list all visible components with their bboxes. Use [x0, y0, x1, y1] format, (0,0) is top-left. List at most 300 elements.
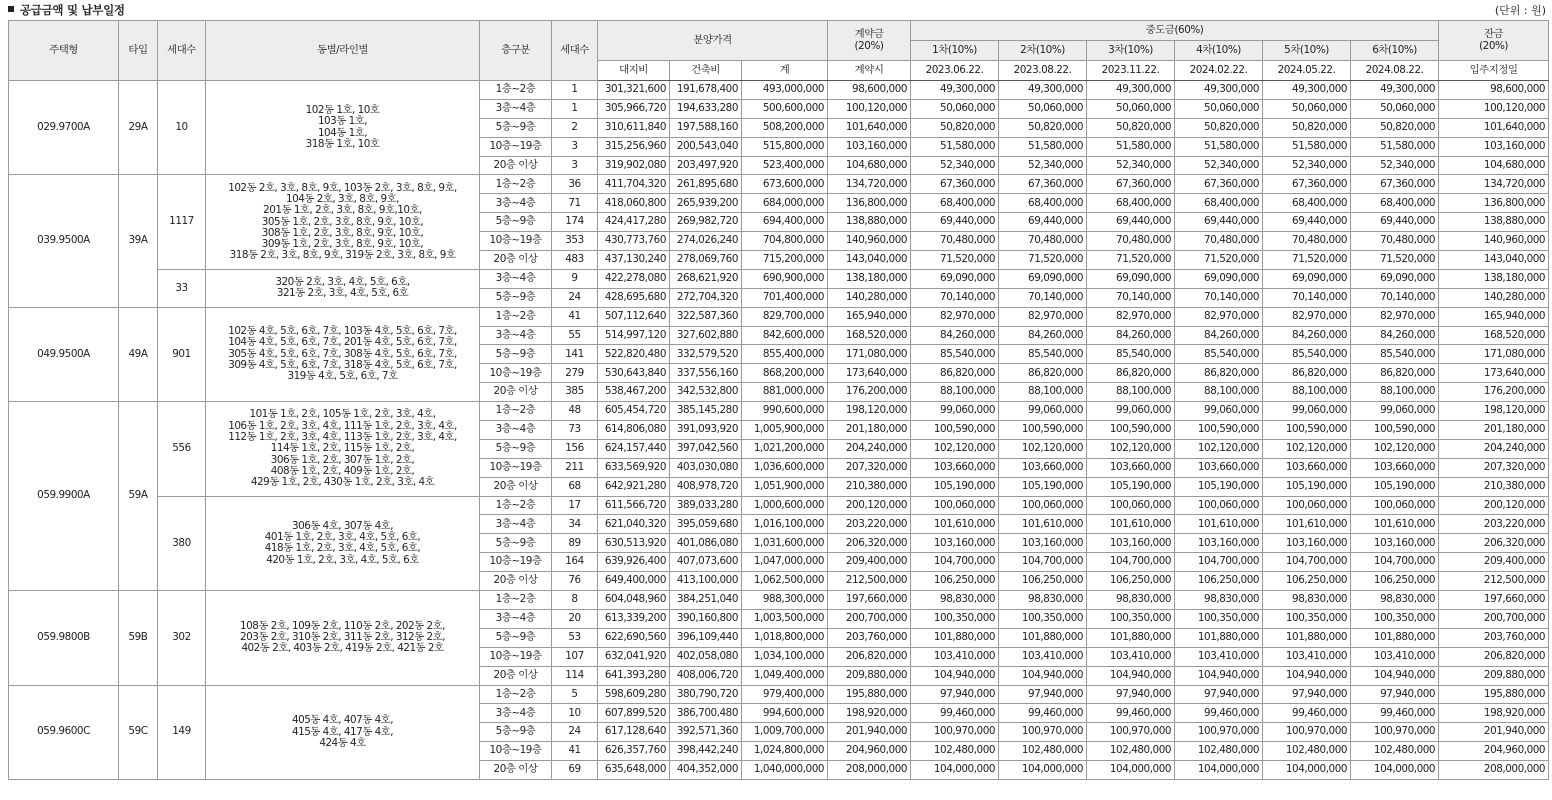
middle-payment-3-cell: 50,820,000	[1087, 118, 1175, 137]
middle-payment-1-cell: 84,260,000	[911, 326, 999, 345]
floor-units-cell: 24	[552, 723, 598, 742]
middle-payment-5-cell: 100,970,000	[1263, 723, 1351, 742]
middle-payment-5-cell: 88,100,000	[1263, 383, 1351, 402]
middle-payment-5-cell: 67,360,000	[1263, 175, 1351, 194]
middle-payment-6-cell: 100,590,000	[1351, 421, 1439, 440]
middle-payment-3-cell: 103,660,000	[1087, 458, 1175, 477]
balance-cell: 198,920,000	[1439, 704, 1549, 723]
building-price-cell: 322,587,360	[670, 307, 742, 326]
units-cell: 302	[158, 591, 206, 685]
total-price-cell: 1,051,900,000	[742, 477, 828, 496]
floor-group-cell: 1층~2층	[480, 685, 552, 704]
floor-group-cell: 1층~2층	[480, 81, 552, 100]
middle-payment-3-cell: 70,140,000	[1087, 288, 1175, 307]
deposit-cell: 201,940,000	[828, 723, 911, 742]
total-price-cell: 694,400,000	[742, 213, 828, 232]
middle-payment-2-cell: 69,440,000	[999, 213, 1087, 232]
floor-group-cell: 5층~9층	[480, 723, 552, 742]
deposit-cell: 212,500,000	[828, 572, 911, 591]
middle-payment-2-cell: 67,360,000	[999, 175, 1087, 194]
floor-units-cell: 3	[552, 156, 598, 175]
building-lines-cell: 102동 2호, 3호, 8호, 9호, 103동 2호, 3호, 8호, 9호, 104동 2호, 3호, 8호, 9호, 201동 1호, 2호, 3호, 8호, 9호,10호, 305동 1호, 2호, 3호, 8호, 9호, 10호, 308동 1호, 2호, 3호, 8호, 9호, 10호, 309동 1호, 2호, 3호, 8호, 9호, 10호, 318동 2호, 3호, 8호, 9호, 319동 2호, 3호, 8호, 9호	[206, 175, 480, 269]
middle-payment-2-cell: 101,610,000	[999, 515, 1087, 534]
middle-payment-1-cell: 103,660,000	[911, 458, 999, 477]
middle-payment-2-cell: 100,350,000	[999, 609, 1087, 628]
floor-group-cell: 3층~4층	[480, 421, 552, 440]
land-price-cell: 411,704,320	[598, 175, 670, 194]
middle-payment-6-cell: 106,250,000	[1351, 572, 1439, 591]
middle-payment-6-cell: 69,090,000	[1351, 269, 1439, 288]
floor-units-cell: 279	[552, 364, 598, 383]
floor-units-cell: 1	[552, 99, 598, 118]
floor-units-cell: 9	[552, 269, 598, 288]
middle-payment-6-cell: 71,520,000	[1351, 251, 1439, 270]
floor-units-cell: 20	[552, 609, 598, 628]
middle-payment-5-cell: 85,540,000	[1263, 345, 1351, 364]
land-price-cell: 630,513,920	[598, 534, 670, 553]
col-balance	[1439, 21, 1549, 61]
middle-payment-1-cell: 69,440,000	[911, 213, 999, 232]
balance-cell: 168,520,000	[1439, 326, 1549, 345]
middle-payment-2-cell: 49,300,000	[999, 81, 1087, 100]
middle-payment-4-cell: 70,480,000	[1175, 232, 1263, 251]
middle-payment-6-cell: 104,700,000	[1351, 553, 1439, 572]
middle-payment-3-cell: 84,260,000	[1087, 326, 1175, 345]
middle-payment-6-cell: 70,140,000	[1351, 288, 1439, 307]
floor-units-cell: 5	[552, 685, 598, 704]
floor-group-cell: 20층 이상	[480, 761, 552, 780]
building-price-cell: 386,700,480	[670, 704, 742, 723]
middle-payment-5-cell: 68,400,000	[1263, 194, 1351, 213]
building-price-cell: 408,006,720	[670, 666, 742, 685]
middle-payment-2-cell: 70,140,000	[999, 288, 1087, 307]
building-price-cell: 398,442,240	[670, 742, 742, 761]
deposit-cell: 198,920,000	[828, 704, 911, 723]
land-price-cell: 315,256,960	[598, 137, 670, 156]
middle-payment-1-cell: 49,300,000	[911, 81, 999, 100]
middle-payment-5-cell: 105,190,000	[1263, 477, 1351, 496]
total-price-cell: 1,031,600,000	[742, 534, 828, 553]
balance-cell: 103,160,000	[1439, 137, 1549, 156]
total-price-cell: 493,000,000	[742, 81, 828, 100]
table-row	[9, 81, 1549, 100]
building-price-cell: 385,145,280	[670, 402, 742, 421]
middle-payment-6-cell: 69,440,000	[1351, 213, 1439, 232]
middle-payment-1-cell: 99,460,000	[911, 704, 999, 723]
land-price-cell: 319,902,080	[598, 156, 670, 175]
units-cell: 1117	[158, 175, 206, 269]
middle-payment-4-cell: 106,250,000	[1175, 572, 1263, 591]
balance-cell: 209,400,000	[1439, 553, 1549, 572]
middle-payment-1-cell: 50,060,000	[911, 99, 999, 118]
total-price-cell: 1,034,100,000	[742, 647, 828, 666]
middle-payment-4-cell: 104,000,000	[1175, 761, 1263, 780]
col-middle-1-date: 2023.06.22.	[911, 61, 999, 81]
middle-payment-4-cell: 103,410,000	[1175, 647, 1263, 666]
floor-group-cell: 10층~19층	[480, 742, 552, 761]
middle-payment-3-cell: 71,520,000	[1087, 251, 1175, 270]
balance-cell: 98,600,000	[1439, 81, 1549, 100]
balance-cell: 201,180,000	[1439, 421, 1549, 440]
land-price-cell: 430,773,760	[598, 232, 670, 251]
middle-payment-1-cell: 102,480,000	[911, 742, 999, 761]
middle-payment-1-cell: 104,940,000	[911, 666, 999, 685]
land-price-cell: 611,566,720	[598, 496, 670, 515]
deposit-cell: 210,380,000	[828, 477, 911, 496]
building-price-cell: 261,895,680	[670, 175, 742, 194]
land-price-cell: 632,041,920	[598, 647, 670, 666]
deposit-cell: 209,880,000	[828, 666, 911, 685]
land-price-cell: 538,467,200	[598, 383, 670, 402]
deposit-cell: 103,160,000	[828, 137, 911, 156]
balance-cell: 138,180,000	[1439, 269, 1549, 288]
middle-payment-3-cell: 97,940,000	[1087, 685, 1175, 704]
floor-units-cell: 41	[552, 307, 598, 326]
total-price-cell: 515,800,000	[742, 137, 828, 156]
middle-payment-3-cell: 85,540,000	[1087, 345, 1175, 364]
floor-group-cell: 3층~4층	[480, 515, 552, 534]
middle-payment-4-cell: 51,580,000	[1175, 137, 1263, 156]
floor-group-cell: 3층~4층	[480, 609, 552, 628]
middle-payment-4-cell: 105,190,000	[1175, 477, 1263, 496]
total-price-cell: 990,600,000	[742, 402, 828, 421]
floor-group-cell: 5층~9층	[480, 534, 552, 553]
middle-payment-3-cell: 104,000,000	[1087, 761, 1175, 780]
floor-group-cell: 1층~2층	[480, 307, 552, 326]
units-cell: 10	[158, 81, 206, 175]
middle-payment-3-cell: 67,360,000	[1087, 175, 1175, 194]
balance-cell: 201,940,000	[1439, 723, 1549, 742]
balance-cell: 140,960,000	[1439, 232, 1549, 251]
middle-payment-5-cell: 106,250,000	[1263, 572, 1351, 591]
deposit-cell: 203,220,000	[828, 515, 911, 534]
middle-payment-6-cell: 70,480,000	[1351, 232, 1439, 251]
price-schedule-table	[8, 20, 1549, 780]
middle-payment-3-cell: 102,480,000	[1087, 742, 1175, 761]
floor-group-cell: 10층~19층	[480, 364, 552, 383]
floor-units-cell: 68	[552, 477, 598, 496]
floor-group-cell: 10층~19층	[480, 553, 552, 572]
type-cell: 49A	[119, 307, 158, 401]
deposit-cell: 176,200,000	[828, 383, 911, 402]
middle-payment-4-cell: 88,100,000	[1175, 383, 1263, 402]
middle-payment-3-cell: 100,590,000	[1087, 421, 1175, 440]
middle-payment-3-cell: 88,100,000	[1087, 383, 1175, 402]
floor-group-cell: 20층 이상	[480, 477, 552, 496]
floor-group-cell: 20층 이상	[480, 383, 552, 402]
balance-cell: 209,880,000	[1439, 666, 1549, 685]
middle-payment-5-cell: 104,700,000	[1263, 553, 1351, 572]
building-lines-cell: 405동 4호, 407동 4호, 415동 4호, 417동 4호, 424동 4호	[206, 685, 480, 779]
house-type-cell: 049.9500A	[9, 307, 119, 401]
middle-payment-4-cell: 98,830,000	[1175, 591, 1263, 610]
floor-group-cell: 10층~19층	[480, 458, 552, 477]
middle-payment-5-cell: 104,000,000	[1263, 761, 1351, 780]
deposit-cell: 143,040,000	[828, 251, 911, 270]
middle-payment-6-cell: 84,260,000	[1351, 326, 1439, 345]
house-type-cell: 059.9600C	[9, 685, 119, 779]
middle-payment-6-cell: 51,580,000	[1351, 137, 1439, 156]
middle-payment-4-cell: 50,820,000	[1175, 118, 1263, 137]
building-price-cell: 402,058,080	[670, 647, 742, 666]
building-price-cell: 269,982,720	[670, 213, 742, 232]
middle-payment-2-cell: 71,520,000	[999, 251, 1087, 270]
col-total: 계	[742, 61, 828, 81]
middle-payment-4-cell: 68,400,000	[1175, 194, 1263, 213]
middle-payment-6-cell: 99,060,000	[1351, 402, 1439, 421]
col-middle-2: 2차(10%)	[999, 41, 1087, 61]
middle-payment-6-cell: 101,610,000	[1351, 515, 1439, 534]
middle-payment-1-cell: 100,970,000	[911, 723, 999, 742]
floor-units-cell: 156	[552, 439, 598, 458]
land-price-cell: 530,643,840	[598, 364, 670, 383]
middle-payment-4-cell: 52,340,000	[1175, 156, 1263, 175]
deposit-cell: 101,640,000	[828, 118, 911, 137]
col-sale-price: 분양가격	[598, 21, 828, 61]
middle-payment-4-cell: 50,060,000	[1175, 99, 1263, 118]
land-price-cell: 422,278,080	[598, 269, 670, 288]
middle-payment-3-cell: 100,060,000	[1087, 496, 1175, 515]
deposit-cell: 207,320,000	[828, 458, 911, 477]
house-type-cell: 029.9700A	[9, 81, 119, 175]
building-price-cell: 268,621,920	[670, 269, 742, 288]
middle-payment-1-cell: 71,520,000	[911, 251, 999, 270]
house-type-cell: 059.9900A	[9, 402, 119, 591]
balance-cell: 134,720,000	[1439, 175, 1549, 194]
balance-pct: (20%)	[1479, 39, 1509, 52]
middle-payment-4-cell: 71,520,000	[1175, 251, 1263, 270]
deposit-cell: 198,120,000	[828, 402, 911, 421]
middle-payment-2-cell: 100,590,000	[999, 421, 1087, 440]
land-price-cell: 622,690,560	[598, 628, 670, 647]
floor-units-cell: 114	[552, 666, 598, 685]
middle-payment-1-cell: 104,000,000	[911, 761, 999, 780]
middle-payment-4-cell: 102,120,000	[1175, 439, 1263, 458]
total-price-cell: 673,600,000	[742, 175, 828, 194]
middle-payment-3-cell: 82,970,000	[1087, 307, 1175, 326]
middle-payment-6-cell: 49,300,000	[1351, 81, 1439, 100]
middle-payment-2-cell: 99,060,000	[999, 402, 1087, 421]
total-price-cell: 1,062,500,000	[742, 572, 828, 591]
col-middle-3-date: 2023.11.22.	[1087, 61, 1175, 81]
land-price-cell: 604,048,960	[598, 591, 670, 610]
middle-payment-2-cell: 84,260,000	[999, 326, 1087, 345]
middle-payment-4-cell: 67,360,000	[1175, 175, 1263, 194]
middle-payment-2-cell: 100,970,000	[999, 723, 1087, 742]
middle-payment-5-cell: 71,520,000	[1263, 251, 1351, 270]
total-price-cell: 684,000,000	[742, 194, 828, 213]
balance-label: 잔금	[1483, 28, 1504, 40]
building-lines-cell: 101동 1호, 2호, 105동 1호, 2호, 3호, 4호, 106동 1호, 2호, 3호, 4호, 111동 1호, 2호, 3호, 4호, 112동 1호, 2호, 3호, 4호, 113동 1호, 2호, 3호, 4호, 114동 1호, 2호, 115동 1호, 2호, 306동 1호, 2호, 307동 1호, 2호, 408동 1호, 2호, 409동 1호, 2호, 429동 1호, 2호, 430동 1호, 2호, 3호, 4호	[206, 402, 480, 496]
floor-units-cell: 353	[552, 232, 598, 251]
middle-payment-4-cell: 85,540,000	[1175, 345, 1263, 364]
floor-group-cell: 5층~9층	[480, 628, 552, 647]
middle-payment-5-cell: 101,610,000	[1263, 515, 1351, 534]
middle-payment-6-cell: 99,460,000	[1351, 704, 1439, 723]
floor-units-cell: 174	[552, 213, 598, 232]
col-building-lines: 동별/라인별	[206, 21, 480, 81]
table-body	[9, 81, 1549, 780]
floor-units-cell: 17	[552, 496, 598, 515]
land-price-cell: 624,157,440	[598, 439, 670, 458]
deposit-cell: 138,880,000	[828, 213, 911, 232]
col-middle-payment: 중도금(60%)	[911, 21, 1439, 41]
middle-payment-4-cell: 100,590,000	[1175, 421, 1263, 440]
middle-payment-2-cell: 100,060,000	[999, 496, 1087, 515]
middle-payment-4-cell: 84,260,000	[1175, 326, 1263, 345]
middle-payment-3-cell: 101,610,000	[1087, 515, 1175, 534]
balance-cell: 208,000,000	[1439, 761, 1549, 780]
col-balance-when: 입주지정일	[1439, 61, 1549, 81]
middle-payment-2-cell: 104,940,000	[999, 666, 1087, 685]
balance-cell: 173,640,000	[1439, 364, 1549, 383]
building-price-cell: 327,602,880	[670, 326, 742, 345]
building-price-cell: 203,497,920	[670, 156, 742, 175]
middle-payment-1-cell: 68,400,000	[911, 194, 999, 213]
middle-payment-6-cell: 82,970,000	[1351, 307, 1439, 326]
middle-payment-4-cell: 101,880,000	[1175, 628, 1263, 647]
land-price-cell: 514,997,120	[598, 326, 670, 345]
balance-cell: 197,660,000	[1439, 591, 1549, 610]
deposit-cell: 204,960,000	[828, 742, 911, 761]
middle-payment-1-cell: 103,160,000	[911, 534, 999, 553]
middle-payment-5-cell: 100,350,000	[1263, 609, 1351, 628]
middle-payment-5-cell: 104,940,000	[1263, 666, 1351, 685]
middle-payment-6-cell: 102,120,000	[1351, 439, 1439, 458]
building-price-cell: 404,352,000	[670, 761, 742, 780]
middle-payment-2-cell: 50,820,000	[999, 118, 1087, 137]
col-building: 건축비	[670, 61, 742, 81]
deposit-cell: 195,880,000	[828, 685, 911, 704]
middle-payment-4-cell: 100,350,000	[1175, 609, 1263, 628]
floor-units-cell: 211	[552, 458, 598, 477]
middle-payment-2-cell: 97,940,000	[999, 685, 1087, 704]
middle-payment-6-cell: 103,410,000	[1351, 647, 1439, 666]
middle-payment-6-cell: 101,880,000	[1351, 628, 1439, 647]
middle-payment-4-cell: 69,090,000	[1175, 269, 1263, 288]
building-price-cell: 392,571,360	[670, 723, 742, 742]
middle-payment-3-cell: 50,060,000	[1087, 99, 1175, 118]
total-price-cell: 1,009,700,000	[742, 723, 828, 742]
middle-payment-5-cell: 102,120,000	[1263, 439, 1351, 458]
balance-cell: 200,120,000	[1439, 496, 1549, 515]
middle-payment-5-cell: 103,660,000	[1263, 458, 1351, 477]
table-row	[9, 591, 1549, 610]
middle-payment-6-cell: 50,820,000	[1351, 118, 1439, 137]
middle-payment-6-cell: 50,060,000	[1351, 99, 1439, 118]
middle-payment-5-cell: 103,410,000	[1263, 647, 1351, 666]
deposit-cell: 206,320,000	[828, 534, 911, 553]
floor-group-cell: 1층~2층	[480, 591, 552, 610]
middle-payment-3-cell: 102,120,000	[1087, 439, 1175, 458]
building-price-cell: 403,030,080	[670, 458, 742, 477]
type-cell: 39A	[119, 175, 158, 307]
total-price-cell: 508,200,000	[742, 118, 828, 137]
balance-cell: 203,760,000	[1439, 628, 1549, 647]
deposit-label: 계약금	[854, 28, 884, 40]
building-price-cell: 197,588,160	[670, 118, 742, 137]
middle-payment-5-cell: 84,260,000	[1263, 326, 1351, 345]
balance-cell: 101,640,000	[1439, 118, 1549, 137]
middle-payment-1-cell: 102,120,000	[911, 439, 999, 458]
table-row	[9, 307, 1549, 326]
middle-payment-5-cell: 50,060,000	[1263, 99, 1351, 118]
total-price-cell: 842,600,000	[742, 326, 828, 345]
balance-cell: 204,960,000	[1439, 742, 1549, 761]
middle-payment-2-cell: 104,000,000	[999, 761, 1087, 780]
deposit-cell: 209,400,000	[828, 553, 911, 572]
middle-payment-2-cell: 86,820,000	[999, 364, 1087, 383]
middle-payment-5-cell: 50,820,000	[1263, 118, 1351, 137]
deposit-cell: 100,120,000	[828, 99, 911, 118]
building-price-cell: 265,939,200	[670, 194, 742, 213]
floor-units-cell: 164	[552, 553, 598, 572]
building-price-cell: 408,978,720	[670, 477, 742, 496]
middle-payment-5-cell: 99,460,000	[1263, 704, 1351, 723]
building-price-cell: 395,059,680	[670, 515, 742, 534]
land-price-cell: 310,611,840	[598, 118, 670, 137]
building-lines-cell: 108동 2호, 109동 2호, 110동 2호, 202동 2호, 203동 2호, 310동 2호, 311동 2호, 312동 2호, 402동 2호, 403동 2호, 419동 2호, 421동 2호	[206, 591, 480, 685]
floor-units-cell: 1	[552, 81, 598, 100]
total-price-cell: 855,400,000	[742, 345, 828, 364]
middle-payment-4-cell: 102,480,000	[1175, 742, 1263, 761]
middle-payment-1-cell: 104,700,000	[911, 553, 999, 572]
total-price-cell: 500,600,000	[742, 99, 828, 118]
floor-group-cell: 5층~9층	[480, 118, 552, 137]
floor-group-cell: 3층~4층	[480, 269, 552, 288]
deposit-cell: 168,520,000	[828, 326, 911, 345]
col-middle-6: 6차(10%)	[1351, 41, 1439, 61]
middle-payment-6-cell: 100,970,000	[1351, 723, 1439, 742]
total-price-cell: 1,000,600,000	[742, 496, 828, 515]
deposit-cell: 197,660,000	[828, 591, 911, 610]
floor-units-cell: 385	[552, 383, 598, 402]
units-cell: 149	[158, 685, 206, 779]
middle-payment-5-cell: 97,940,000	[1263, 685, 1351, 704]
col-middle-2-date: 2023.08.22.	[999, 61, 1087, 81]
floor-group-cell: 3층~4층	[480, 99, 552, 118]
col-deposit	[828, 21, 911, 61]
middle-payment-6-cell: 98,830,000	[1351, 591, 1439, 610]
middle-payment-4-cell: 69,440,000	[1175, 213, 1263, 232]
balance-cell: 136,800,000	[1439, 194, 1549, 213]
land-price-cell: 428,695,680	[598, 288, 670, 307]
balance-cell: 138,880,000	[1439, 213, 1549, 232]
col-middle-4-date: 2024.02.22.	[1175, 61, 1263, 81]
middle-payment-1-cell: 51,580,000	[911, 137, 999, 156]
deposit-cell: 200,700,000	[828, 609, 911, 628]
floor-units-cell: 69	[552, 761, 598, 780]
deposit-cell: 165,940,000	[828, 307, 911, 326]
floor-units-cell: 2	[552, 118, 598, 137]
middle-payment-1-cell: 70,480,000	[911, 232, 999, 251]
land-price-cell: 522,820,480	[598, 345, 670, 364]
floor-units-cell: 34	[552, 515, 598, 534]
middle-payment-1-cell: 70,140,000	[911, 288, 999, 307]
middle-payment-4-cell: 49,300,000	[1175, 81, 1263, 100]
col-floor-group: 층구분	[480, 21, 552, 81]
house-type-cell: 039.9500A	[9, 175, 119, 307]
middle-payment-2-cell: 70,480,000	[999, 232, 1087, 251]
building-price-cell: 337,556,160	[670, 364, 742, 383]
building-price-cell: 391,093,920	[670, 421, 742, 440]
building-price-cell: 389,033,280	[670, 496, 742, 515]
floor-units-cell: 24	[552, 288, 598, 307]
middle-payment-2-cell: 51,580,000	[999, 137, 1087, 156]
land-price-cell: 635,648,000	[598, 761, 670, 780]
building-price-cell: 407,073,600	[670, 553, 742, 572]
land-price-cell: 424,417,280	[598, 213, 670, 232]
